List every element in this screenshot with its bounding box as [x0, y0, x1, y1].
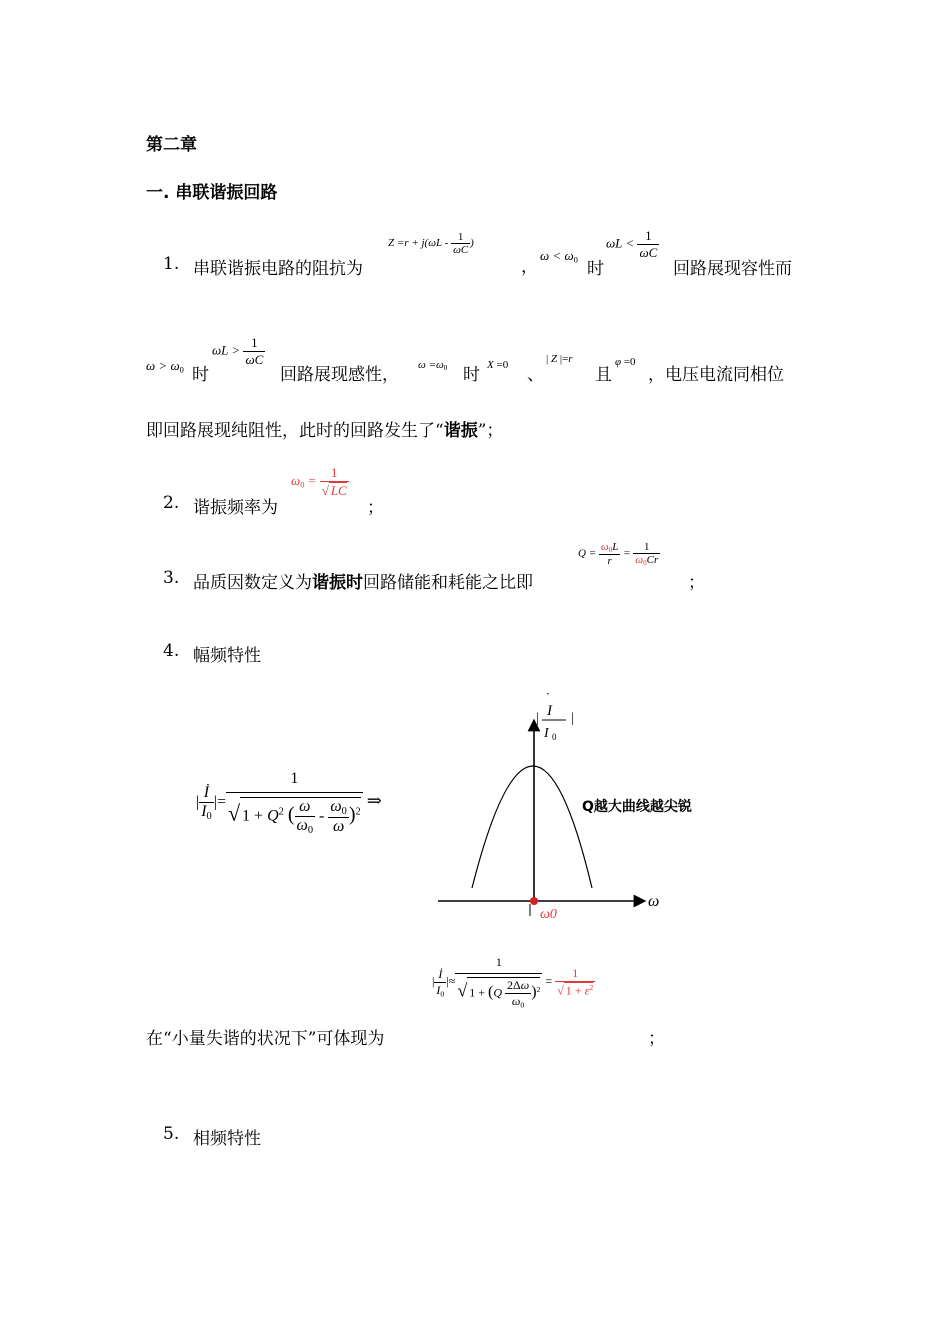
item1-comma: ，	[521, 257, 538, 277]
item1-text-f: 时	[463, 365, 480, 385]
resonance-point	[530, 897, 538, 905]
inductive-formula: ωL > $\frac{1}{\omega C}$	[212, 335, 264, 367]
svg-text:|: |	[536, 711, 539, 726]
axis-dot: ·	[546, 690, 550, 701]
axis-label-top: I	[547, 703, 552, 719]
center-label: ω0	[540, 907, 557, 920]
item4-number: 4.	[163, 641, 180, 661]
item3-number: 3.	[163, 568, 180, 588]
phase-zero-formula: φ =0	[615, 356, 636, 368]
svg-text:·	[546, 690, 549, 701]
small-detune-text: 在“小量失谐的状况下”可体现为	[146, 1029, 385, 1049]
item1-text-c: 回路展现容性而	[673, 259, 792, 279]
small-detune-formula: | $\frac{İ}{I_0}$ |≈ 1 √ 1 + (Q $\frac{2\Delta\omega}{\omega_0}$ )$^2$ = $\frac{1}{√ 1 + \varepsilon^2}$	[432, 955, 594, 1010]
item3-text-b: 回路储能和耗能之比即	[363, 573, 533, 593]
quote-open: “	[435, 421, 444, 441]
omega-greater-formula: $\omega > \omega_0$	[146, 358, 184, 375]
svg-text:0: 0	[552, 732, 557, 742]
impedance-magnitude-formula: | Z |=r	[546, 353, 573, 365]
item3-text-a: 品质因数定义为	[193, 573, 312, 593]
item2-text: 谐振频率为	[193, 498, 278, 518]
item1-line3-text: 即回路展现纯阻性，此时的回路发生了	[146, 421, 435, 441]
item1-text-h: ，电压电流同相位	[648, 365, 784, 385]
resonance-emphasis: 谐振	[443, 421, 478, 441]
resonance-curve	[472, 766, 592, 888]
impedance-formula: Z =r + j(ωL - $\frac{1}{\omega C}$ )	[388, 231, 474, 256]
small-detune-end: ；	[648, 1029, 665, 1049]
item5-number: 5.	[163, 1124, 180, 1144]
item3-text	[193, 568, 533, 593]
curve-annotation: Q越大曲线越尖锐	[582, 799, 692, 815]
section-title: 一. 串联谐振回路	[146, 183, 278, 203]
capacitive-formula: ωL < $\frac{1}{\omega C}$	[606, 228, 658, 260]
item1-line3	[146, 416, 503, 441]
resonance-condition-formula: $\omega =\omega_0$	[418, 359, 448, 373]
item1-separator: 、	[527, 365, 544, 385]
item3-end: ；	[688, 573, 705, 593]
item1-text-g: 且	[595, 365, 612, 385]
item2-number: 2.	[163, 493, 180, 513]
item1-text-d: 时	[192, 365, 209, 385]
item2-end: ；	[367, 498, 384, 518]
amplitude-frequency-formula: | $\frac{İ}{I_0}$ |= 1 √ $1 + Q^2$ ( $\frac{\omega}{\omega_0}$ - $\frac{\omega_0}{\omega}$ )$^2$ ⇒	[196, 770, 382, 837]
svg-text:|: |	[571, 711, 574, 726]
chapter-title: 第二章	[146, 135, 197, 155]
item1-text-e: 回路展现感性，	[280, 365, 399, 385]
resonant-frequency-formula: $\omega_0$ = $\frac{1}{√ LC}$	[291, 465, 347, 498]
item1-text-a: 串联谐振电路的阻抗为	[193, 259, 363, 279]
item1-text-b: 时	[587, 259, 604, 279]
quote-close: ”；	[477, 421, 504, 441]
item5-title: 相频特性	[193, 1129, 261, 1149]
item3-emphasis: 谐振时	[312, 573, 363, 593]
quality-factor-formula: Q = $\frac{\omega_0L}{r}$ = $\frac{1}{\omega_0Cr}$	[578, 541, 659, 568]
axis-label-bottom: I	[544, 726, 549, 741]
item1-number: 1.	[163, 254, 180, 274]
omega-less-formula: $\omega < \omega_0$	[540, 248, 578, 265]
item4-title: 幅频特性	[193, 646, 261, 666]
x-axis-label: ω	[648, 893, 660, 910]
reactance-zero-formula: X =0	[487, 359, 509, 371]
